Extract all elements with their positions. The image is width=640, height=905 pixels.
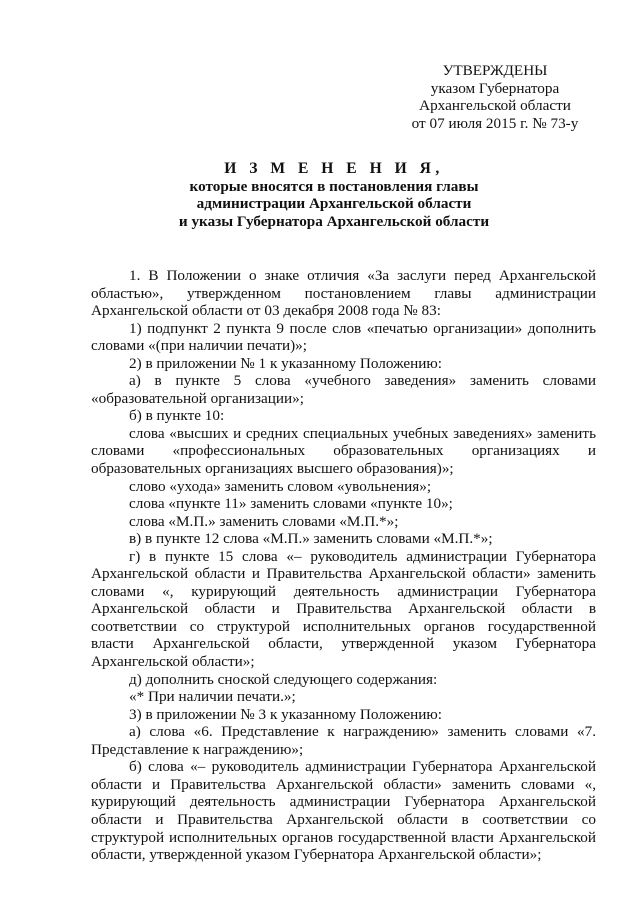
- approval-title: УТВЕРЖДЕНЫ: [442, 62, 548, 79]
- paragraph-11: г) в пункте 15 слова «– руководитель администрации Губернатора Архангельской области и Правительства Архангельской области» заменить словами «, курирующий деятельность администрации Губернатора Архангельской области и Правительства Архангельской области в соответствии со структурой исполнительных органов государственной власти Архангельской области, утвержденной указом Губернатора Архангельской области»;: [91, 547, 596, 671]
- document-body: [91, 267, 596, 864]
- paragraph-12: д) дополнить сноской следующего содержания:: [129, 670, 438, 688]
- title-heading: И З М Е Н Е Н И Я,: [224, 160, 444, 177]
- title-line-1: которые вносятся в постановления главы: [189, 177, 479, 195]
- paragraph-10: в) в пункте 12 слова «М.П.» заменить словами «М.П.*»;: [129, 530, 493, 548]
- document-title: [80, 160, 588, 231]
- paragraph-5: б) в пункте 10:: [129, 407, 225, 425]
- paragraph-7: слово «ухода» заменить словом «увольнения»;: [129, 477, 432, 495]
- paragraph-15: а) слова «6. Представление к награждению» заменить словами «7. Представление к награждению»;: [91, 723, 596, 758]
- title-line-2: администрации Архангельской области: [196, 195, 472, 213]
- paragraph-14: 3) в приложении № 3 к указанному Положению:: [129, 705, 442, 723]
- paragraph-4: а) в пункте 5 слова «учебного заведения» заменить словами «образовательной организации»;: [91, 372, 596, 407]
- approval-region: Архангельской области: [419, 97, 571, 115]
- paragraph-13: «* При наличии печати.»;: [129, 688, 296, 706]
- paragraph-8: слова «пункте 11» заменить словами «пункте 10»;: [129, 495, 453, 513]
- paragraph-6: слова «высших и средних специальных учебных заведениях» заменить словами «профессиональных образовательных организациях и образовательных организациях высшего образования)»;: [91, 424, 596, 478]
- approval-authority: указом Губернатора: [430, 79, 560, 97]
- paragraph-2: 1) подпункт 2 пункта 9 после слов «печатью организации» дополнить словами «(при наличии печати)»;: [91, 319, 596, 355]
- paragraph-3: 2) в приложении № 1 к указанному Положению:: [129, 354, 442, 372]
- approval-date-number: от 07 июля 2015 г. № 73-у: [411, 114, 579, 132]
- paragraph-1: 1. В Положении о знаке отличия «За заслуги перед Архангельской областью», утвержденном постановлением главы администрации Архангельской области от 03 декабря 2008 года № 83:: [91, 267, 596, 320]
- paragraph-16: б) слова «– руководитель администрации Губернатора Архангельской области и Правительства Архангельской области» заменить словами «, курирующий деятельность администрации Губернатора Архангельской области и Правительства Архангельской области в соответствии со структурой исполнительных органов государственной власти Архангельской области, утвержденной указом Губернатора Архангельской области»;: [91, 758, 596, 864]
- title-line-3: и указы Губернатора Архангельской области: [178, 213, 490, 231]
- approval-stamp: [380, 62, 610, 132]
- paragraph-9: слова «М.П.» заменить словами «М.П.*»;: [129, 512, 399, 530]
